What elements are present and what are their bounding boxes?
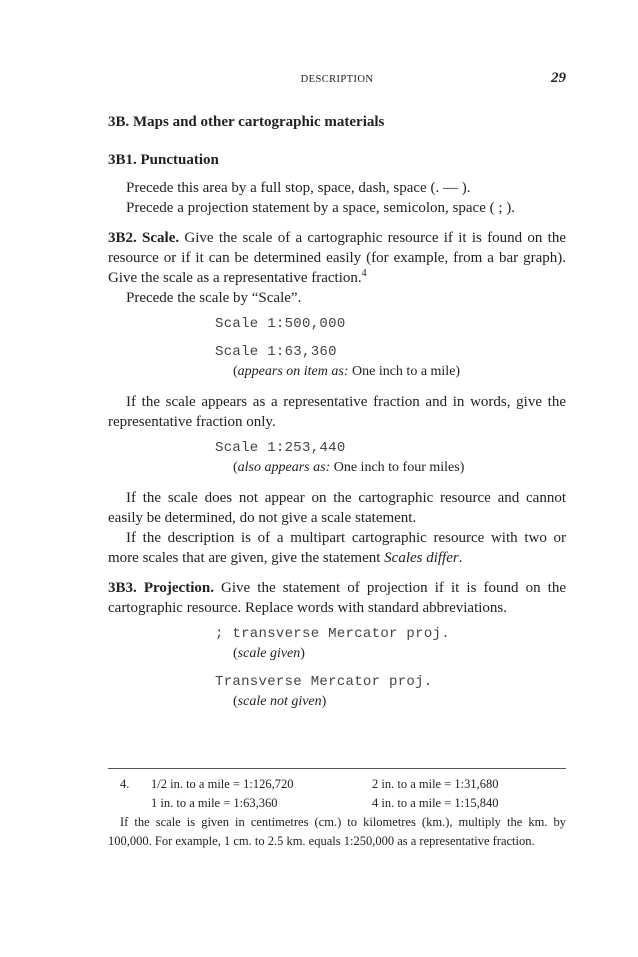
page [108,0,566,957]
projection-paragraph [108,578,566,618]
footnote-row-1 [108,775,566,794]
projection-text: Give the statement of projection if it is found on the cartographic resource. Replace words with standard abbreviations. [108,580,566,616]
projection-label: 3B3. Projection. [108,580,214,596]
page-number: 29 [551,70,566,86]
footnote-text: If the scale is given in centimetres (cm.) to kilometres (km.), multiply the km. by 100,000. For example, 1 cm. to 2.5 km. equals 1:250,000 as a representative fraction. [108,815,566,848]
footnote-number: 4. [120,777,130,791]
scale-text: Give the scale of a cartographic resource if it is found on the resource or if it can be determined easily (for example, from a bar graph). Give the scale as a representative fraction. [108,230,566,286]
example-scale-3-note: (also appears as: One inch to four miles) [233,460,465,475]
example-scale-1: Scale 1:500,000 [215,316,346,332]
header-title: DESCRIPTION [300,74,374,85]
footnote-reference: 4 [361,268,367,279]
example-projection-1: ; transverse Mercator proj. [215,626,450,642]
body-text [108,112,566,712]
scale-precede: Precede the scale by “Scale”. [126,290,302,306]
scale-paragraph [108,228,566,288]
section-heading: 3B. Maps and other cartographic materials [108,114,385,130]
scale-paragraph-3: If the scale does not appear on the cartographic resource and cannot easily be determined, do not give a scale statement. [108,490,566,526]
example-scale-2-note: (appears on item as: One inch to a mile) [233,364,461,379]
footnotes [108,775,566,851]
footnote-scale-1: 1/2 in. to a mile = 1:126,720 [151,777,294,791]
example-scale-3: Scale 1:253,440 [215,440,346,456]
example-projection-2: Transverse Mercator proj. [215,674,433,690]
scale-label: 3B2. Scale. [108,230,180,246]
punctuation-heading: 3B1. Punctuation [108,152,219,168]
running-header [108,70,566,90]
example-projection-1-note: (scale given) [233,646,305,661]
scale-paragraph-4: If the description is of a multipart cartographic resource with two or more scales that are given, give the statement Scales differ. [108,530,566,566]
example-scale-2: Scale 1:63,360 [215,344,337,360]
projection-examples [108,624,566,712]
scale-examples-2 [108,438,566,478]
example-projection-2-note: (scale not given) [233,694,327,709]
footnote-scale-4: 4 in. to a mile = 1:15,840 [372,796,499,810]
footnote-divider [108,768,566,769]
footnote-scale-2: 2 in. to a mile = 1:31,680 [372,777,499,791]
scale-paragraph-2: If the scale appears as a representative fraction and in words, give the representative fraction only. [108,394,566,430]
footnote-scale-3: 1 in. to a mile = 1:63,360 [151,796,278,810]
footnote-row-2 [108,794,566,813]
punctuation-line-2: Precede a projection statement by a space, semicolon, space ( ; ). [126,200,516,216]
punctuation-line-1: Precede this area by a full stop, space, dash, space (. — ). [126,180,471,196]
scale-examples-1 [108,314,566,382]
